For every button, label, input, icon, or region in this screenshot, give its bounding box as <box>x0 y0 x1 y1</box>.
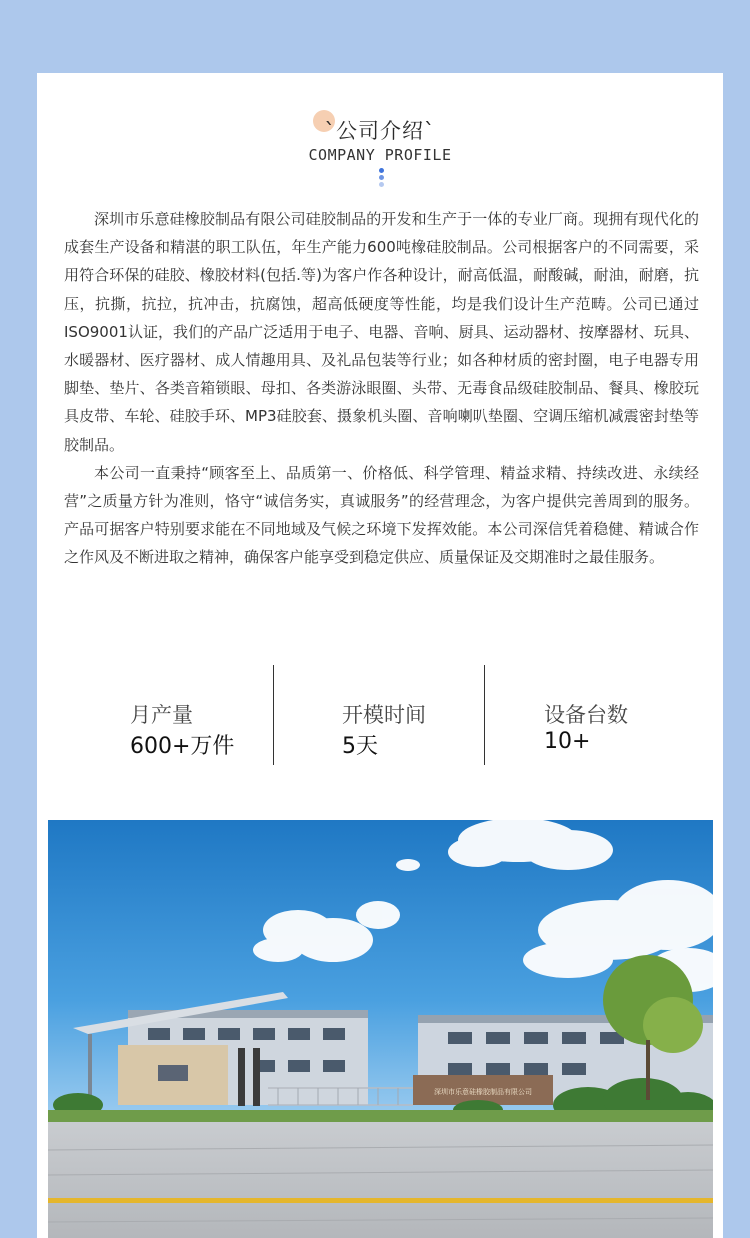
stat-label: 月产量 <box>130 703 193 727</box>
stat-divider <box>484 665 485 765</box>
stat-value: 5天 <box>342 734 378 759</box>
company-profile-card <box>37 73 723 1238</box>
factory-photo-illustration <box>48 820 713 1238</box>
factory-sign-text: 深圳市乐意硅橡胶制品有限公司 <box>434 1088 532 1096</box>
stat-divider <box>273 665 274 765</box>
stat-label: 开模时间 <box>342 703 426 727</box>
section-title-cn: `公司介绍` <box>324 119 436 143</box>
factory-photo <box>48 820 713 1238</box>
section-title <box>37 115 723 145</box>
intro-paragraph-2: 本公司一直秉持“顾客至上、品质第一、价格低、科学管理、精益求精、持续改进、永续经营”之质量方针为准则，恪守“诚信务实，真诚服务”的经营理念，为客户提供完善周到的服务。产品可据客户特别要求能在不同地域及气候之环境下发挥效能。本公司深信凭着稳健、精诚合作之作风及不断进取之精神，确保客户能享受到稳定供应、质量保证及交期准时之最佳服务。 <box>64 463 699 567</box>
company-intro <box>64 205 699 572</box>
stat-value: 10+ <box>544 729 591 754</box>
title-divider-dots <box>378 168 384 189</box>
intro-paragraph-1: 深圳市乐意硅橡胶制品有限公司硅胶制品的开发和生产于一体的专业厂商。现拥有现代化的成套生产设备和精湛的职工队伍，年生产能力600吨橡硅胶制品。公司根据客户的不同需要，采用符合环保的硅胶、橡胶材料(包括.等)为客户作各种设计，耐高低温，耐酸碱，耐油，耐磨，抗压，抗撕，抗拉，抗冲击，抗腐蚀，超高低硬度等性能，均是我们设计生产范畴。公司已通过ISO9001认证，我们的产品广泛适用于电子、电器、音响、厨具、运动器材、按摩器材、玩具、水暖器材、医疗器材、成人情趣用具、及礼品包装等行业；如各种材质的密封圈，电子电器专用脚垫、垫片、各类音箱锁眼、母扣、各类游泳眼圈、头带、无毒食品级硅胶制品、餐具、橡胶玩具皮带、车轮、硅胶手环、MP3硅胶套、摄象机头圈、音响喇叭垫圈、空调压缩机减震密封垫等胶制品。 <box>64 210 699 454</box>
stat-value: 600+万件 <box>130 734 235 759</box>
stat-label: 设备台数 <box>544 703 628 727</box>
section-title-en: COMPANY PROFILE <box>308 146 452 164</box>
stats-row <box>37 665 723 769</box>
